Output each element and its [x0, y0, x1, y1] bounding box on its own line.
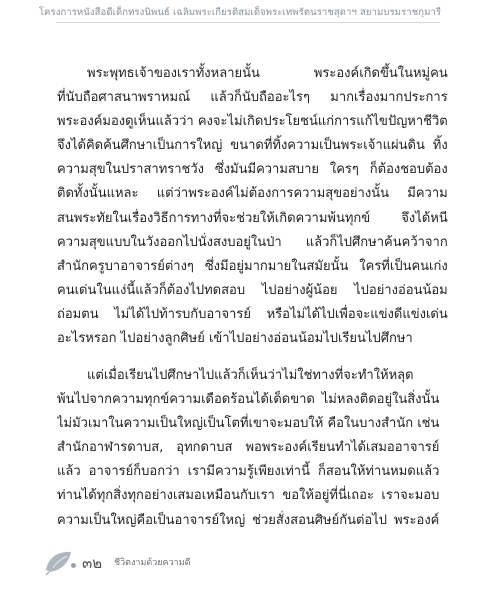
text-line: ถ่อมตน ไม่ได้ไปท้ารบกับอาจารย์ หรือไม่ได้ไปเพื่อจะแข่งดีแข่งเด่น — [57, 306, 448, 322]
text-line: สนพระทัยในเรื่องวิธีการทางที่จะช่วยให้เกิดความพ้นทุกข์ จึงได้หนี — [57, 210, 448, 226]
page-footer — [44, 548, 284, 578]
text-line: ที่นับถือศาสนาพราหมณ์ แล้วก็นับถืออะไรๆ มากเรื่องมากประการ — [57, 90, 448, 106]
text-line: ความสุขแบบในวังออกไปนั่งสงบอยู่ในป่า แล้วก็ไปศึกษาค้นคว้าจาก — [57, 234, 448, 250]
leaf-icon — [44, 548, 80, 576]
text-line: พ้นไปจากความทุกข์ความเดือดร้อนได้เด็ดขาด ไม่หลงติดอยู่ในสิ่งนั้น — [57, 392, 440, 408]
text-line: ความเป็นใหญ่คือเป็นอาจารย์ใหญ่ ช่วยสั่งสอนศิษย์กันต่อไป พระองค์ — [57, 512, 440, 528]
text-line: สำนักครูบาอาจารย์ต่างๆ ซึ่งมีอยู่มากมายในสมัยนั้น ใครที่เป็นคนเก่ง — [57, 258, 448, 274]
text-line: แล้ว อาจารย์ก็บอกว่า เรามีความรู้เพียงเท่านี้ ก็สอนให้ท่านหมดแล้ว — [57, 464, 440, 480]
text-line: จึงได้คิดค้นศึกษาเป็นการใหญ่ ขนาดที่ทิ้งความเป็นพระเจ้าแผ่นดิน ทิ้ง — [57, 138, 448, 154]
text-line: ติดทั้งนั้นแหละ แต่ว่าพระองค์ไม่ต้องการความสุขอย่างนั้น มีความ — [57, 186, 448, 202]
text-line: แต่เมื่อเรียนไปศึกษาไปแล้วก็เห็นว่าไม่ใช่ทางที่จะทำให้หลุด — [87, 368, 414, 383]
bullet-dot — [71, 563, 76, 568]
text-line: อะไรหรอก ไปอย่างลูกศิษย์ เข้าไปอย่างอ่อนน้อมไปเรียนไปศึกษา — [57, 331, 413, 347]
text-line: สำนักอาฬารดาบส, อุทกดาบส พอพระองค์เรียนทำได้เสมออาจารย์ — [57, 440, 440, 456]
header-divider — [56, 22, 440, 23]
text-line: ท่านได้ทุกสิ่งทุกอย่างเสมอเหมือนกับเรา ขอให้อยู่ที่นี่เถอะ เราจะมอบ — [57, 488, 440, 504]
page-number: ๓๒ — [82, 554, 103, 572]
text-line: พระพุทธเจ้าของเราทั้งหลายนั้น พระองค์เกิดขึ้นในหมู่คน — [87, 66, 448, 81]
book-title: ชีวิตงามด้วยความดี — [114, 558, 191, 568]
text-line: พระองค์มองดูเห็นแล้วว่า คงจะไม่เกิดประโยชน์แก่การแก้ไขปัญหาชีวิต — [57, 114, 448, 130]
paragraph-2 — [57, 364, 439, 533]
text-line: ไม่มัวเมาในความเป็นใหญ่เป็นโตที่เขาจะมอบให้ คือในบางสำนัก เช่น — [57, 416, 440, 432]
running-header: โครงการหนังสือดีเด็กทรงนิพนธ์ เฉลิมพระเกียรติสมเด็จพระเทพรัตนราชสุดาฯ สยามบรมราชกุมารี — [38, 7, 442, 18]
text-line: ความสุขในปราสาทราชวัง ซึ่งมันมีความสบาย ใครๆ ก็ต้องชอบต้อง — [57, 162, 448, 178]
paragraph-1 — [57, 62, 448, 351]
text-line: คนเด่นในแง่นี้แล้วก็ต้องไปทดสอบ ไปอย่างผู้น้อย ไปอย่างอ่อนน้อม — [57, 282, 448, 298]
